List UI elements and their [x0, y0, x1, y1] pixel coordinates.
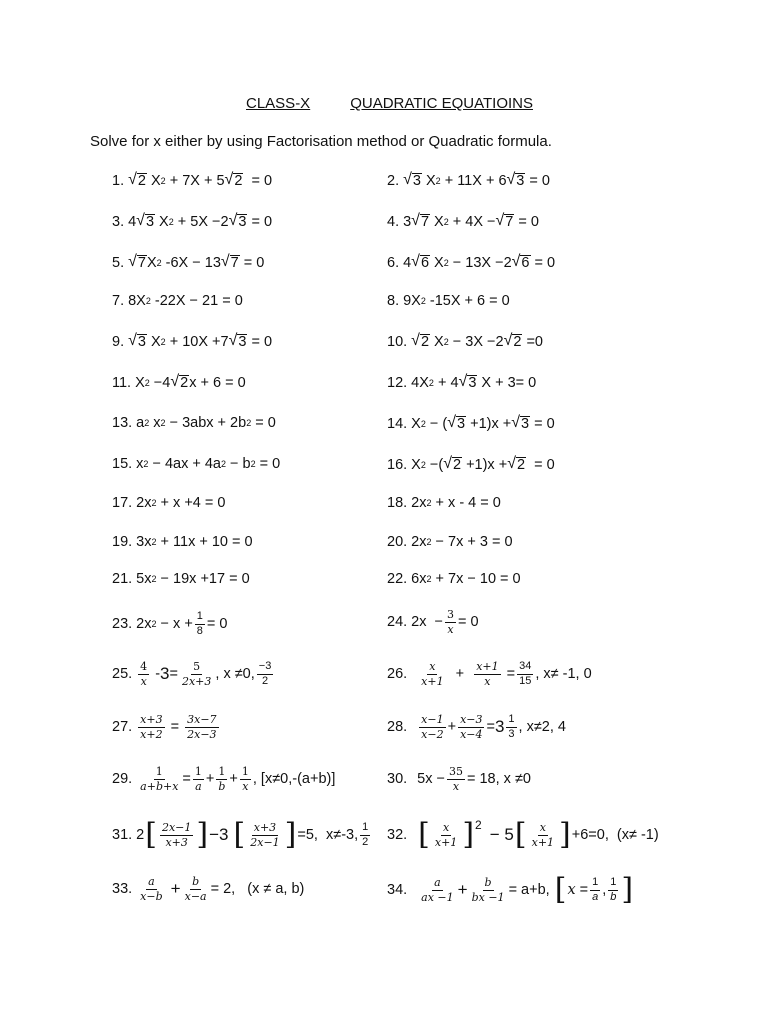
problem-30: 30. 5x − $\frac{35}{x}$ = 18, x ≠0 [387, 765, 531, 793]
problem-number: 10. [387, 333, 408, 350]
problem-number: 25. [112, 666, 133, 683]
problem-15: 15. x 2 − 4ax + 4a 2 − b 2 = 0 [112, 456, 281, 472]
problem-26: 26. $\frac{x}{x+1}$ + $\frac{x+1}{x}$ = $\frac{34}{15}$ , x≠ -1, 0 [387, 660, 592, 688]
problem-number: 20. [387, 534, 408, 550]
problem-number: 21. [112, 571, 133, 587]
problem-2: 2. √ 3 X 2 + 11X + 6 √ 3 = 0 [387, 171, 550, 189]
problem-number: 3. [112, 213, 125, 230]
problem-14: 14. X 2 − ( √ 3 +1)x + √ 3 = 0 [387, 414, 555, 432]
problem-number: 23. [112, 616, 133, 633]
class-label: CLASS-X [246, 95, 311, 112]
problem-22: 22. 6x 2 + 7x − 10 = 0 [387, 571, 521, 587]
topic-label: QUADRATIC EQUATIOINS [350, 95, 533, 112]
problem-29: 29. $\frac{1}{a+b+x}$ = $\frac{1}{a}$ + $\frac{1}{b}$ + $\frac{1}{x}$ , [x≠0,-(a+b)] [112, 765, 336, 793]
problem-number: 29. [112, 771, 133, 788]
problem-number: 11. [112, 374, 132, 391]
problem-3: 3. 4 √ 3 X 2 + 5X −2 √ 3 = 0 [112, 212, 273, 230]
problem-number: 8. [387, 293, 400, 309]
problem-32: 32. [ $\frac{x}{x+1}$ ] $^2$ − 5 [ $\frac{x}{x+1}$ ] +6=0, (x≠ -1) [387, 817, 659, 852]
problem-17: 17. 2x 2 + x +4 = 0 [112, 495, 226, 511]
problem-10: 10. √ 2 X 2 − 3X −2 √ 2 =0 [387, 332, 543, 350]
problem-1: 1. √ 2 X 2 + 7X + 5 √ 2 = 0 [112, 171, 273, 189]
problem-number: 30. [387, 771, 408, 788]
problem-19: 19. 3x 2 + 11x + 10 = 0 [112, 534, 253, 550]
problem-number: 34. [387, 882, 408, 898]
worksheet-title [246, 95, 533, 112]
problem-25: 25. $\frac{4}{x}$ - 3 = $\frac{5}{2x+3}$ , x ≠0, $\frac{-3}{2}$ [112, 660, 272, 688]
problem-number: 12. [387, 374, 408, 391]
problem-number: 33. [112, 881, 133, 898]
problem-34: 34. $\frac{a}{ax -1}$ + $\frac{b}{bx -1}$ = a+b, [ x = $\frac{1}{a}$ , $\frac{1}{b}$ ] [387, 872, 634, 907]
problem-28: 28. $\frac{x-1}{x-2}$ + $\frac{x-3}{x-4}$ = 3 $\frac{1}{3}$ , x≠2, 4 [387, 713, 566, 741]
problem-number: 6. [387, 254, 400, 271]
problem-9: 9. √ 3 X 2 + 10X +7 √ 3 = 0 [112, 332, 273, 350]
problem-number: 28. [387, 719, 408, 736]
problem-number: 19. [112, 534, 133, 550]
problem-number: 13. [112, 415, 133, 431]
problem-number: 5. [112, 254, 125, 271]
problem-23: 23. 2x 2 − x + $\frac{1}{8}$ = 0 [112, 610, 228, 637]
problem-24: 24. 2x − $\frac{3}{x}$ = 0 [387, 608, 479, 636]
problem-number: 7. [112, 293, 125, 309]
problem-31: 31. 2 [ $\frac{2x-1}{x+3}$ ] −3 [ $\frac{x+3}{2x-1}$ ] =5, x≠-3, $\frac{1}{2}$ [112, 817, 369, 852]
problem-33: 33. $\frac{a}{x-b}$ + $\frac{b}{x-a}$ = 2, (x ≠ a, b) [112, 875, 305, 903]
problem-12: 12. 4X 2 + 4 √ 3 X + 3= 0 [387, 373, 537, 391]
problem-4: 4. 3 √ 7 X 2 + 4X − √ 7 = 0 [387, 212, 539, 230]
problem-number: 15. [112, 456, 133, 472]
problem-21: 21. 5x 2 − 19x +17 = 0 [112, 571, 250, 587]
problem-number: 26. [387, 666, 408, 683]
problem-number: 18. [387, 495, 408, 511]
problem-number: 1. [112, 172, 125, 189]
instruction-text: Solve for x either by using Factorisation method or Quadratic formula. [90, 133, 552, 150]
problem-number: 31. [112, 827, 133, 843]
problem-number: 32. [387, 827, 408, 843]
problem-27: 27. $\frac{x+3}{x+2}$ = $\frac{3x-7}{2x-3}$ [112, 713, 217, 741]
problem-number: 2. [387, 172, 400, 189]
problem-5: 5. √ 7 X 2 -6X − 13 √ 7 = 0 [112, 253, 265, 271]
problem-18: 18. 2x 2 + x - 4 = 0 [387, 495, 501, 511]
problem-13: 13. a 2 x 2 − 3abx + 2b 2 = 0 [112, 415, 276, 431]
problem-7: 7. 8X 2 -22X − 21 = 0 [112, 293, 243, 309]
problem-11: 11. X 2 −4 √ 2 x + 6 = 0 [112, 373, 246, 391]
problem-number: 16. [387, 456, 408, 473]
problem-number: 14. [387, 415, 408, 432]
problem-16: 16. X 2 −( √ 2 +1)x + √ 2 = 0 [387, 455, 555, 473]
problem-number: 4. [387, 213, 400, 230]
problem-number: 22. [387, 571, 408, 587]
problem-number: 9. [112, 333, 125, 350]
problem-number: 17. [112, 495, 133, 511]
problem-number: 24. [387, 614, 408, 631]
problem-number: 27. [112, 719, 133, 736]
problem-6: 6. 4 √ 6 X 2 − 13X −2 √ 6 = 0 [387, 253, 556, 271]
problem-8: 8. 9X 2 -15X + 6 = 0 [387, 293, 510, 309]
problem-20: 20. 2x 2 − 7x + 3 = 0 [387, 534, 513, 550]
